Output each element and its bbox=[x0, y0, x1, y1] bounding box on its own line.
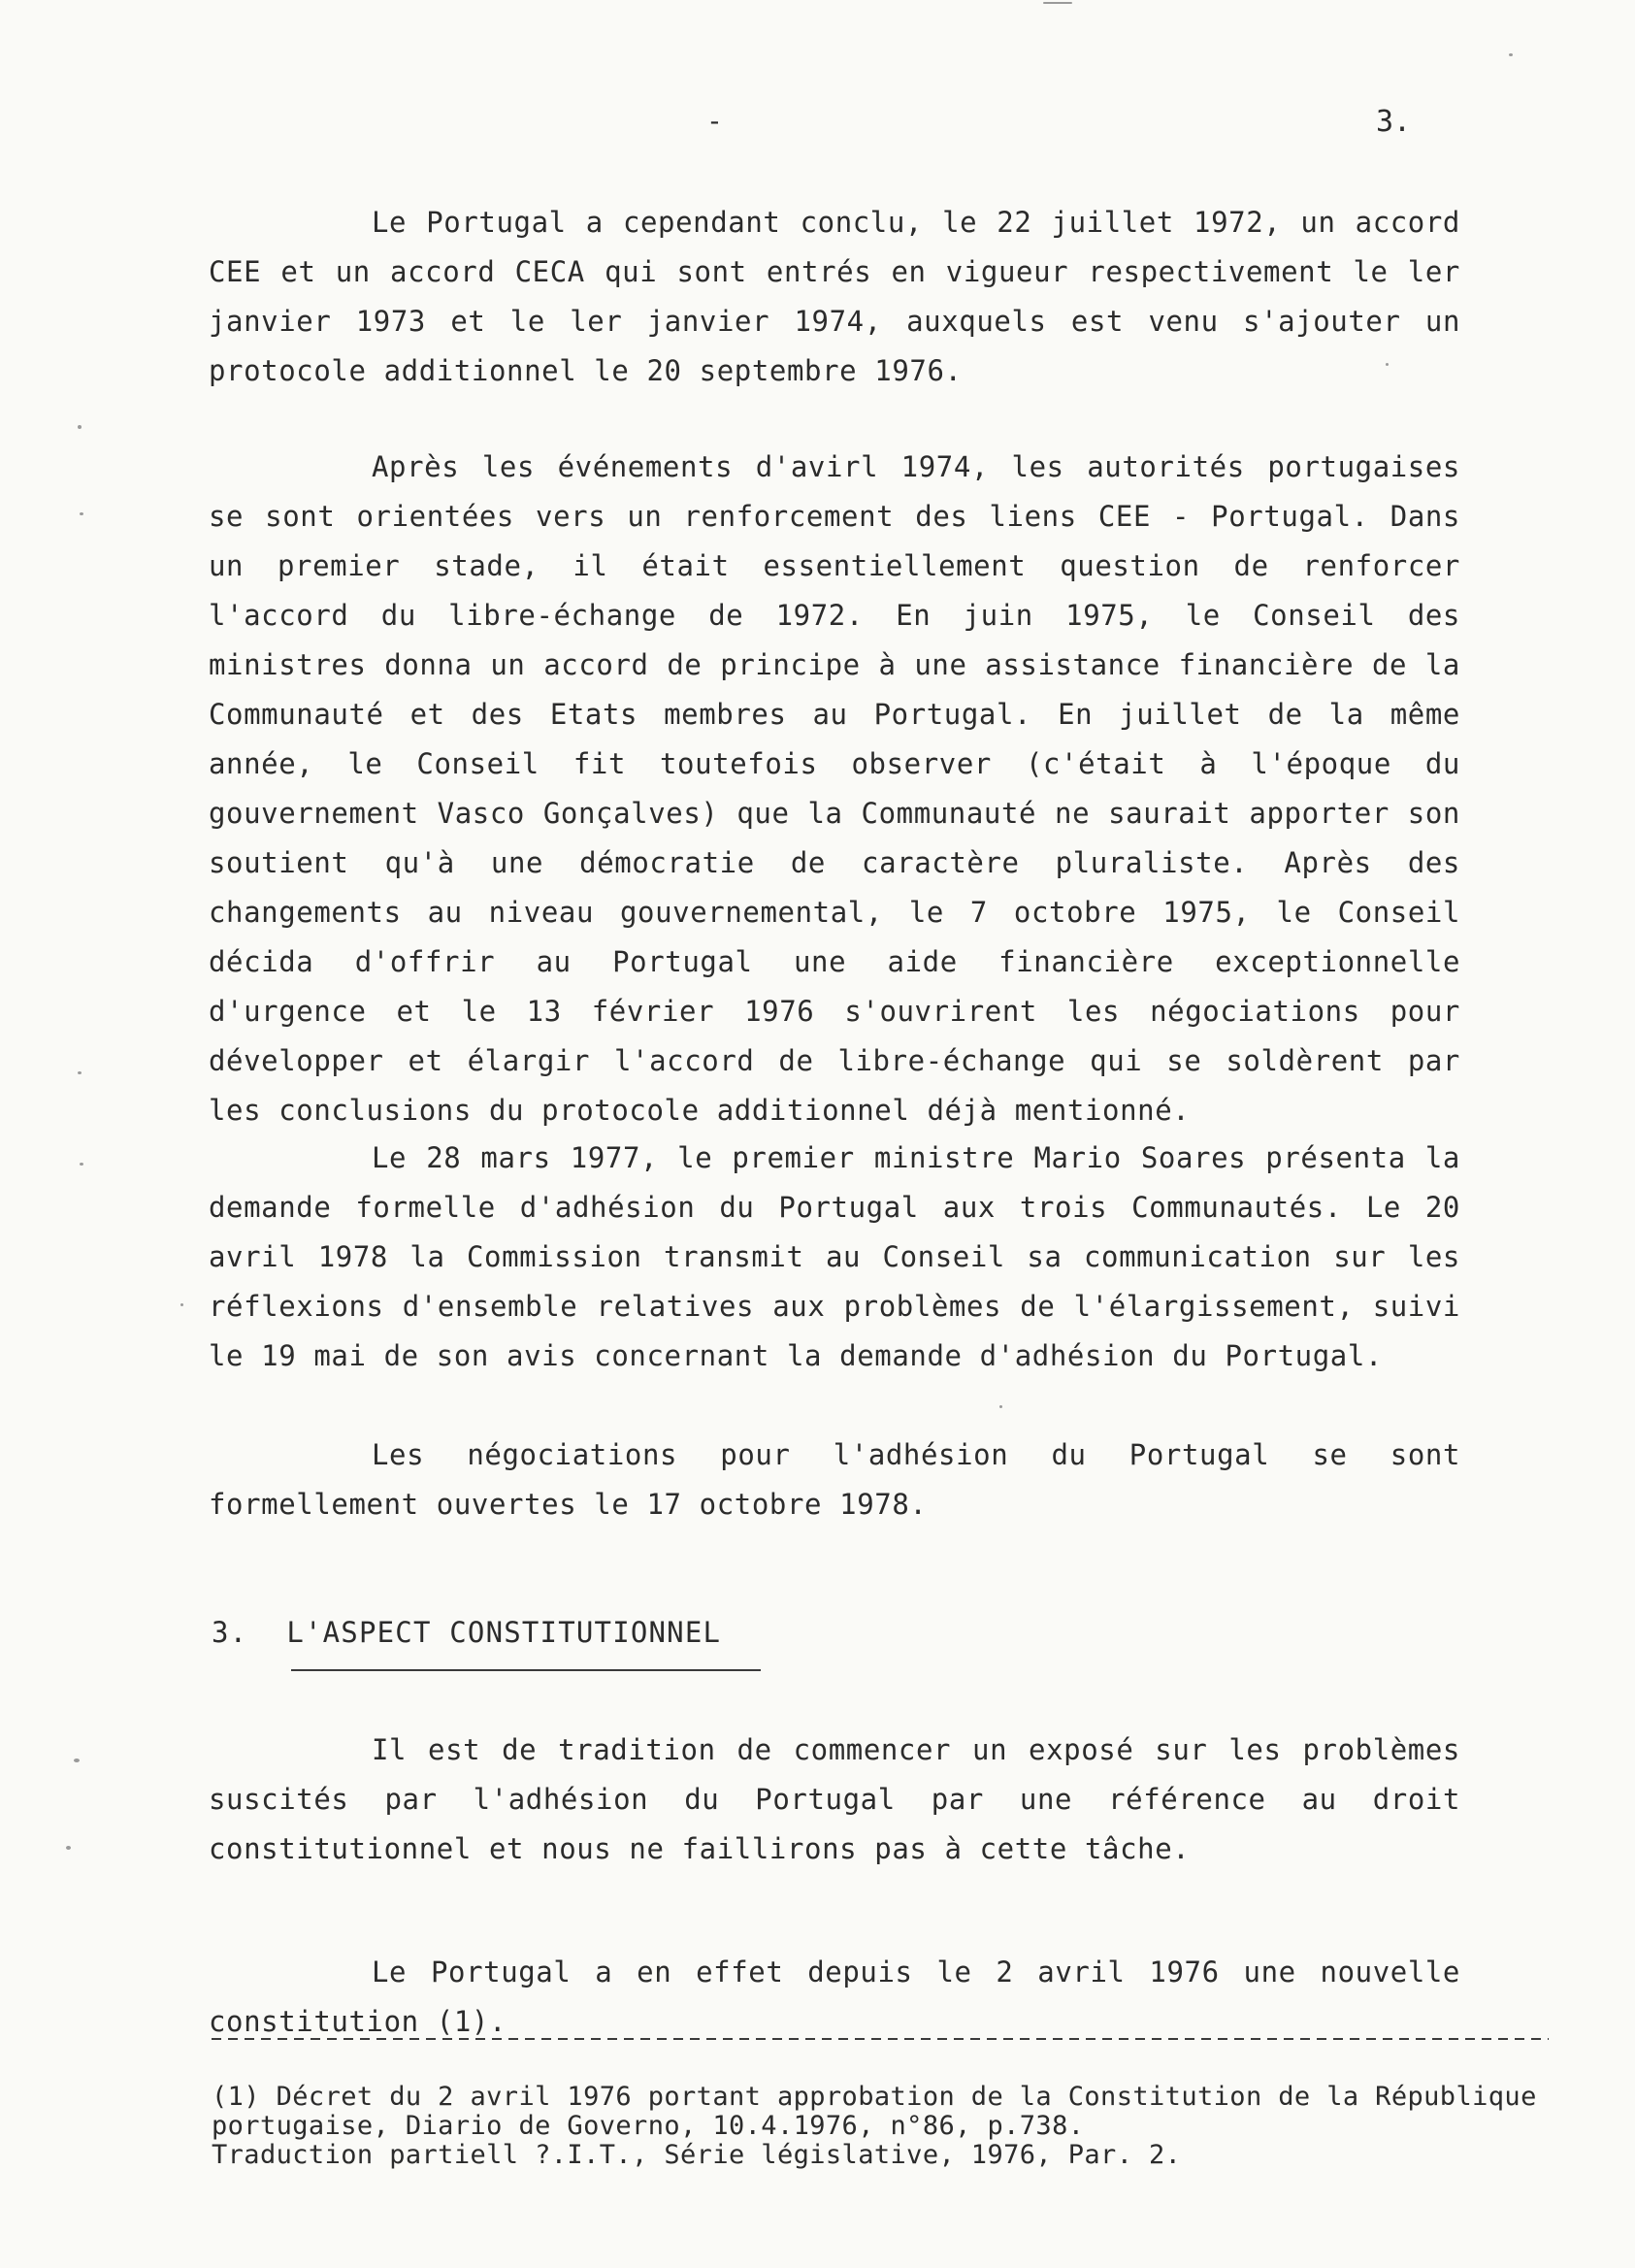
paragraph-negotiations-opened: Les négociations pour l'adhésion du Portugal se sont formellement ouvertes le 17 octobre 1978. bbox=[209, 1438, 1460, 1521]
paragraph-accords-1972: Le Portugal a cependant conclu, le 22 juillet 1972, un accord CEE et un accord CECA qui sont entrés en vigueur respectivement le ler janvier 1973 et le ler janvier 1974, auxquels est venu s'ajouter un protocole additionnel le 20 septembre 1976. bbox=[209, 206, 1460, 387]
footnote bbox=[212, 2083, 1570, 2170]
footnote-separator bbox=[212, 2038, 1549, 2040]
header-dash: - bbox=[706, 105, 723, 137]
scan-speck bbox=[66, 1846, 71, 1850]
scan-speck bbox=[180, 1303, 183, 1306]
scan-speck bbox=[999, 1405, 1002, 1408]
paragraph-new-constitution: Le Portugal a en effet depuis le 2 avril 1976 une nouvelle constitution (1). bbox=[209, 1956, 1460, 2038]
scan-speck bbox=[78, 425, 82, 429]
scan-speck bbox=[1386, 363, 1389, 366]
footnote-line: (1) Décret du 2 avril 1976 portant approbation de la Constitution de la République bbox=[212, 2082, 1537, 2112]
scan-speck bbox=[78, 1071, 82, 1074]
paragraph-events-1974: Après les événements d'avirl 1974, les autorités portugaises se sont orientées vers un renforcement des liens CEE - Portugal. Dans un premier stade, il était essentiellement question de renforcer l'accord du libre-échange de 1972. En juin 1975, le Conseil des ministres donna un accord de principe à une assistance financière de la Communauté et des Etats membres au Portugal. En juillet de la même année, le Conseil fit toutefois observer (c'était à l'époque du gouvernement Vasco Gonçalves) que la Communauté ne saurait apporter son soutient qu'à une démocratie de caractère pluraliste. Après des changements au niveau gouvernemental, le 7 octobre 1975, le Conseil décida d'offrir au Portugal une aide financière exceptionnelle d'urgence et le 13 février 1976 s'ouvrirent les négociations pour développer et élargir l'accord de libre-échange qui se soldèrent par les conclusions du protocole additionnel déjà mentionné. bbox=[209, 450, 1460, 1127]
page-number: 3. bbox=[1376, 105, 1412, 139]
section-title: L'ASPECT CONSTITUTIONNEL bbox=[286, 1616, 722, 1649]
scan-speck bbox=[80, 1163, 83, 1166]
footnote-line: Traduction partiell ?.I.T., Série législative, 1976, Par. 2. bbox=[212, 2140, 1182, 2170]
scan-speck bbox=[1509, 53, 1513, 56]
paragraph-constitutional-intro: Il est de tradition de commencer un exposé sur les problèmes suscités par l'adhésion du Portugal par une référence au droit constitutionnel et nous ne faillirons pas à cette tâche. bbox=[209, 1733, 1460, 1865]
section-heading bbox=[212, 1616, 721, 1649]
footnote-line: portugaise, Diario de Governo, 10.4.1976, n°86, p.738. bbox=[212, 2111, 1085, 2141]
paragraph-adhesion-request: Le 28 mars 1977, le premier ministre Mario Soares présenta la demande formelle d'adhésion du Portugal aux trois Communautés. Le 20 avril 1978 la Commission transmit au Conseil sa communication sur les réflexions d'ensemble relatives aux problèmes de l'élargissement, suivi le 19 mai de son avis concernant la demande d'adhésion du Portugal. bbox=[209, 1141, 1460, 1372]
scan-speck bbox=[74, 1759, 80, 1762]
section-number: 3. bbox=[212, 1616, 248, 1649]
scan-speck bbox=[1043, 2, 1072, 4]
section-underline bbox=[291, 1669, 761, 1671]
scan-speck bbox=[80, 512, 83, 515]
